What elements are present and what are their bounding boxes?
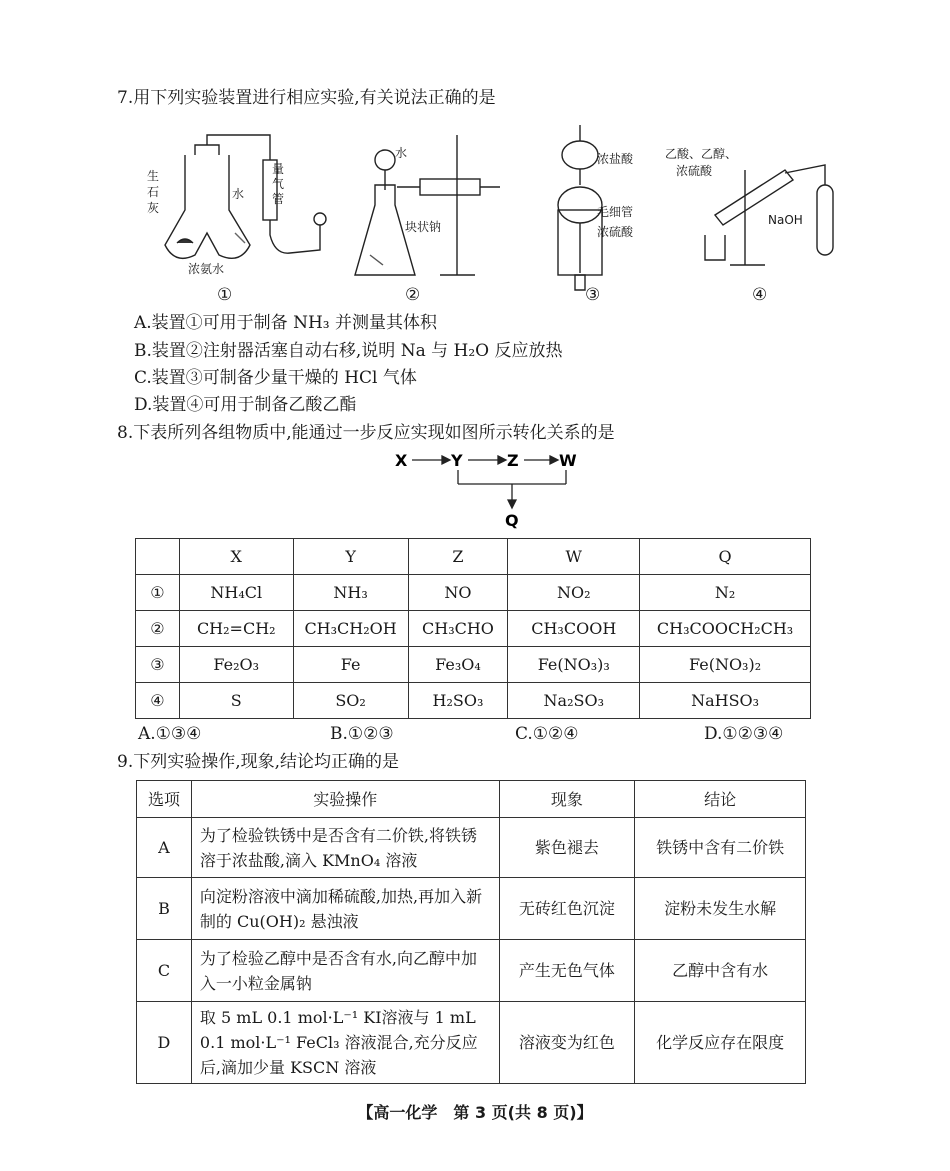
table-cell: Fe	[293, 647, 408, 683]
label-gas-tube: 量气管	[272, 162, 285, 206]
q9-table	[136, 780, 806, 1084]
table-cell: Fe₂O₃	[179, 647, 293, 683]
table-header-row	[136, 539, 811, 575]
header-cell: X	[179, 539, 293, 575]
q8-option-c: C.①②④	[515, 724, 579, 744]
caption-1: ①	[217, 285, 233, 305]
table-cell: CH₂=CH₂	[179, 611, 293, 647]
q7-apparatus-figure	[145, 115, 845, 310]
header-cell: 实验操作	[191, 781, 499, 818]
table-cell: 无砖红色沉淀	[499, 878, 635, 940]
q7-stem: 7.用下列实验装置进行相应实验,有关说法正确的是	[117, 88, 496, 108]
header-cell: Z	[408, 539, 508, 575]
table-row	[137, 1002, 806, 1084]
table-cell: N₂	[640, 575, 811, 611]
header-cell	[136, 539, 180, 575]
table-cell: 铁锈中含有二价铁	[635, 818, 806, 878]
table-cell: A	[137, 818, 192, 878]
q8-conversion-scheme	[390, 448, 590, 533]
table-cell: NaHSO₃	[640, 683, 811, 719]
table-cell: Fe₃O₄	[408, 647, 508, 683]
scheme-y: Y	[451, 451, 463, 470]
table-row	[137, 940, 806, 1002]
table-cell: 溶液变为红色	[499, 1002, 635, 1084]
scheme-x: X	[395, 451, 408, 470]
table-cell: 取 5 mL 0.1 mol·L⁻¹ KI溶液与 1 mL 0.1 mol·L⁻¹ FeCl₃ 溶液混合,充分反应后,滴加少量 KSCN 溶液	[191, 1002, 499, 1084]
table-cell: CH₃CH₂OH	[293, 611, 408, 647]
label-ammonia: 浓氨水	[188, 262, 225, 276]
table-cell: 产生无色气体	[499, 940, 635, 1002]
label-sodium: 块状钠	[405, 220, 442, 234]
table-header-row	[137, 781, 806, 818]
table-cell: NO₂	[508, 575, 640, 611]
caption-4: ④	[752, 285, 768, 305]
q8-stem: 8.下表所列各组物质中,能通过一步反应实现如图所示转化关系的是	[117, 423, 615, 443]
table-row	[136, 575, 811, 611]
table-cell: NO	[408, 575, 508, 611]
scheme-q: Q	[505, 511, 519, 530]
table-cell: CH₃CHO	[408, 611, 508, 647]
header-cell: 现象	[499, 781, 635, 818]
table-cell: B	[137, 878, 192, 940]
q8-table	[135, 538, 811, 719]
table-cell: 淀粉未发生水解	[635, 878, 806, 940]
label-conc-h2so4-4: 浓硫酸	[676, 164, 713, 178]
label-capillary: 毛细管	[597, 205, 634, 219]
table-cell: ①	[136, 575, 180, 611]
table-cell: CH₃COOCH₂CH₃	[640, 611, 811, 647]
table-cell: S	[179, 683, 293, 719]
label-conc-hcl: 浓盐酸	[597, 152, 634, 166]
table-row	[136, 611, 811, 647]
scheme-z: Z	[507, 451, 519, 470]
table-cell: NH₃	[293, 575, 408, 611]
label-conc-h2so4-3: 浓硫酸	[597, 225, 634, 239]
table-cell: Fe(NO₃)₃	[508, 647, 640, 683]
page-footer: 【高一化学 第 3 页(共 8 页)】	[357, 1103, 593, 1122]
q8-option-a: A.①③④	[138, 724, 202, 744]
table-cell: ④	[136, 683, 180, 719]
q7-option-b: B.装置②注射器活塞自动右移,说明 Na 与 H₂O 反应放热	[134, 341, 563, 361]
label-water-2: 水	[395, 146, 408, 160]
table-cell: H₂SO₃	[408, 683, 508, 719]
q8-option-b: B.①②③	[330, 724, 394, 744]
q9-stem: 9.下列实验操作,现象,结论均正确的是	[117, 752, 400, 772]
header-cell: W	[508, 539, 640, 575]
table-cell: D	[137, 1002, 192, 1084]
table-cell: SO₂	[293, 683, 408, 719]
label-quicklime: 生石灰	[147, 169, 160, 215]
header-cell: 选项	[137, 781, 192, 818]
table-cell: 化学反应存在限度	[635, 1002, 806, 1084]
header-cell: Q	[640, 539, 811, 575]
table-cell: CH₃COOH	[508, 611, 640, 647]
q8-option-d: D.①②③④	[704, 724, 784, 744]
table-cell: ③	[136, 647, 180, 683]
label-naoh: NaOH	[768, 213, 803, 227]
scheme-w: W	[559, 451, 577, 470]
header-cell: 结论	[635, 781, 806, 818]
table-cell: 为了检验乙醇中是否含有水,向乙醇中加入一小粒金属钠	[191, 940, 499, 1002]
table-cell: 向淀粉溶液中滴加稀硫酸,加热,再加入新制的 Cu(OH)₂ 悬浊液	[191, 878, 499, 940]
table-cell: 为了检验铁锈中是否含有二价铁,将铁锈溶于浓盐酸,滴入 KMnO₄ 溶液	[191, 818, 499, 878]
table-cell: ②	[136, 611, 180, 647]
header-cell: Y	[293, 539, 408, 575]
label-water-1: 水	[232, 187, 245, 201]
table-row	[137, 878, 806, 940]
table-row	[136, 683, 811, 719]
table-cell: Na₂SO₃	[508, 683, 640, 719]
q7-option-c: C.装置③可制备少量干燥的 HCl 气体	[134, 368, 417, 388]
caption-2: ②	[405, 285, 421, 305]
q7-option-a: A.装置①可用于制备 NH₃ 并测量其体积	[134, 313, 438, 333]
label-acid-alcohol: 乙酸、乙醇、	[665, 147, 738, 161]
table-cell: NH₄Cl	[179, 575, 293, 611]
table-cell: 紫色褪去	[499, 818, 635, 878]
table-cell: 乙醇中含有水	[635, 940, 806, 1002]
caption-3: ③	[585, 285, 601, 305]
table-row	[137, 818, 806, 878]
q7-option-d: D.装置④可用于制备乙酸乙酯	[134, 395, 357, 415]
table-cell: C	[137, 940, 192, 1002]
table-row	[136, 647, 811, 683]
table-cell: Fe(NO₃)₂	[640, 647, 811, 683]
